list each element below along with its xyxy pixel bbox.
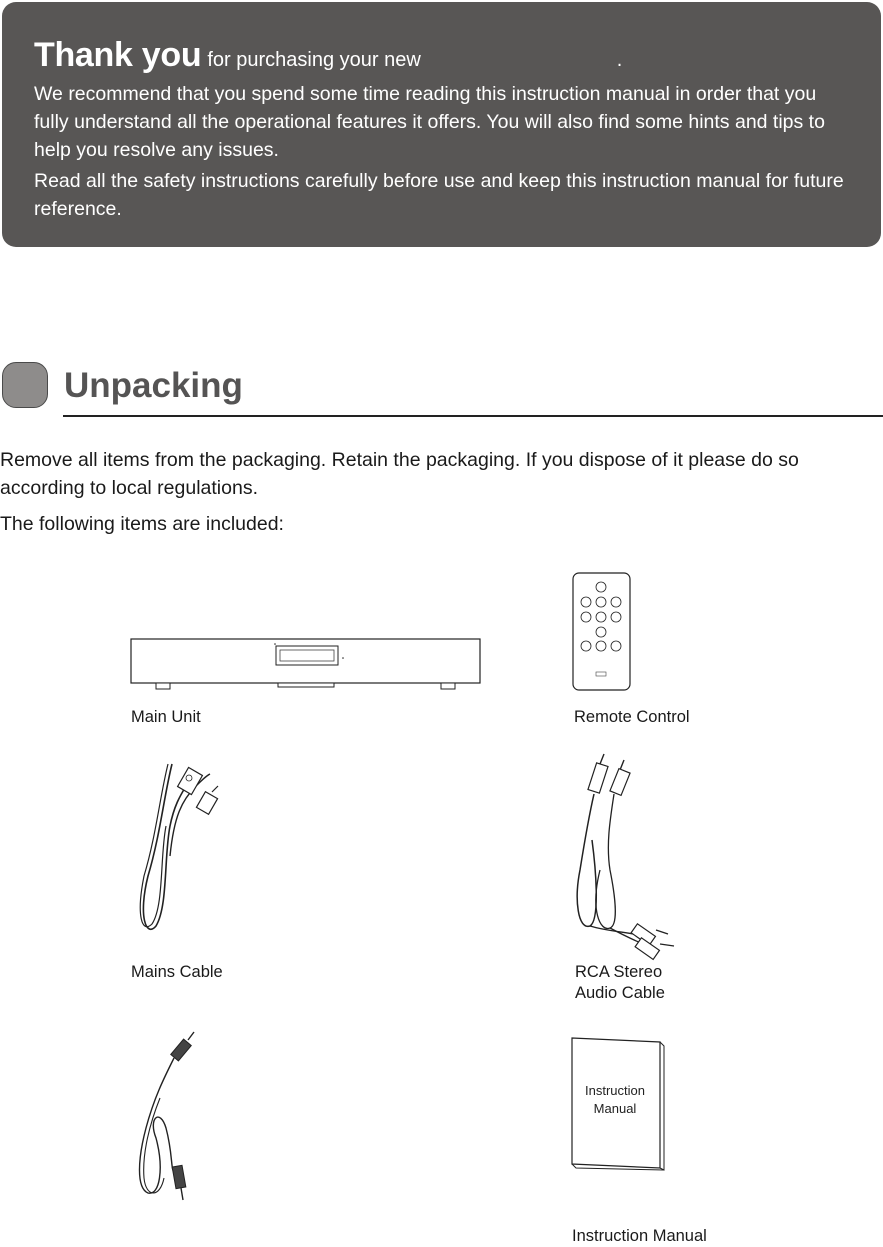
section-divider (63, 415, 883, 417)
rca-cable-label-line2: Audio Cable (575, 984, 665, 1002)
purchase-end: . (616, 49, 623, 71)
unpacking-instructions: Remove all items from the packaging. Retain the packaging. If you dispose of it please do so according to local regulations. (0, 449, 799, 499)
manual-booklet-illustration (568, 1036, 668, 1176)
main-unit-label: Main Unit (131, 708, 201, 726)
booklet-cover-line2: Manual (593, 1101, 637, 1116)
remote-control-label: Remote Control (574, 708, 690, 726)
audio-cable-illustration (130, 1028, 210, 1203)
thank-you-banner (2, 2, 881, 247)
included-items-intro: The following items are included: (0, 513, 284, 535)
rca-cable-illustration (570, 750, 685, 960)
safety-paragraph: Read all the safety instructions carefully before use and keep this instruction manual for future reference. (34, 170, 844, 220)
section-number-badge (2, 362, 48, 408)
booklet-cover-line1: Instruction (585, 1083, 645, 1098)
main-unit-illustration (126, 632, 486, 694)
purchase-text: for purchasing your new (207, 49, 421, 71)
rca-cable-label-line1: RCA Stereo (575, 963, 663, 981)
thank-you-line (34, 36, 622, 75)
section-title: Unpacking (64, 366, 243, 405)
recommend-paragraph: We recommend that you spend some time reading this instruction manual in order that you fully understand all the operational features it offers. You will also find some hints and tips to help you resolve any issues. (34, 83, 825, 161)
instruction-manual-label: Instruction Manual (572, 1227, 707, 1245)
mains-cable-label: Mains Cable (131, 963, 223, 981)
remote-control-illustration (572, 572, 632, 692)
mains-cable-illustration (134, 756, 229, 938)
thank-you-heading: Thank you (34, 36, 202, 74)
